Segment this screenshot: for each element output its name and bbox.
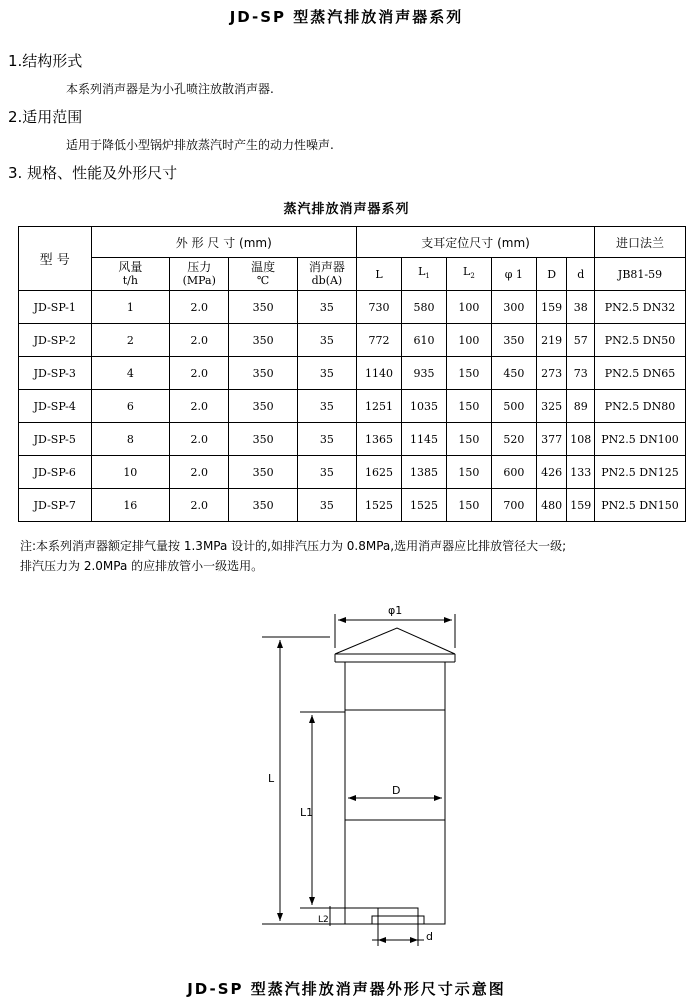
cell-flange: PN2.5 DN100	[595, 423, 686, 456]
cell-phi1: 700	[491, 489, 536, 522]
label-d: d	[426, 930, 433, 943]
cell-model: JD-SP-4	[19, 390, 92, 423]
cell-D: 480	[536, 489, 567, 522]
note-line-1: 注:本系列消声器额定排气量按 1.3MPa 设计的,如排汽压力为 0.8MPa,选用消声器应比排放管径大一级;	[20, 539, 567, 553]
header-pressure: 压力 (MPa)	[170, 258, 229, 291]
cell-L2: 100	[446, 324, 491, 357]
label-phi1: φ1	[388, 604, 403, 617]
section-2-heading: 2.适用范围	[8, 108, 83, 126]
cell-model: JD-SP-6	[19, 456, 92, 489]
cell-flow: 4	[91, 357, 170, 390]
cell-noise: 35	[297, 423, 356, 456]
header-standard: JB81-59	[595, 258, 686, 291]
silencer-outline-drawing	[0, 600, 693, 975]
note-line-2: 排汽压力为 2.0MPa 的应排放管小一级选用。	[20, 559, 264, 573]
header-flow: 风量 t/h	[91, 258, 170, 291]
cell-flange: PN2.5 DN65	[595, 357, 686, 390]
cell-noise: 35	[297, 489, 356, 522]
table-note	[20, 536, 690, 576]
cell-L2: 150	[446, 489, 491, 522]
cell-temp: 350	[229, 456, 297, 489]
cell-D: 159	[536, 291, 567, 324]
section-3-heading: 3. 规格、性能及外形尺寸	[8, 164, 178, 182]
inlet-flange-plate	[372, 916, 424, 924]
section-1-text: 本系列消声器是为小孔喷注放散消声器.	[66, 82, 274, 96]
header-model: 型 号	[19, 227, 92, 291]
cell-D: 219	[536, 324, 567, 357]
cell-L2: 100	[446, 291, 491, 324]
hood-cap	[335, 628, 455, 654]
cell-L2: 150	[446, 357, 491, 390]
header-L1: $L_1$	[401, 258, 446, 291]
cell-d: 57	[567, 324, 595, 357]
header-L: L	[357, 258, 402, 291]
cell-flow: 10	[91, 456, 170, 489]
cell-L: 1140	[357, 357, 402, 390]
cell-model: JD-SP-1	[19, 291, 92, 324]
document-title: JD-SP 型蒸汽排放消声器系列	[229, 8, 464, 26]
cell-d: 159	[567, 489, 595, 522]
cell-noise: 35	[297, 456, 356, 489]
arrowhead	[277, 640, 283, 648]
cell-L: 730	[357, 291, 402, 324]
label-L2: L2	[318, 915, 329, 925]
cell-model: JD-SP-7	[19, 489, 92, 522]
header-row-groups	[19, 227, 686, 258]
arrowhead	[378, 937, 386, 943]
label-L1: L1	[300, 806, 314, 819]
cell-pressure: 2.0	[170, 489, 229, 522]
arrowhead	[338, 617, 346, 623]
cell-phi1: 500	[491, 390, 536, 423]
cell-pressure: 2.0	[170, 423, 229, 456]
cell-phi1: 450	[491, 357, 536, 390]
cell-temp: 350	[229, 357, 297, 390]
cell-D: 426	[536, 456, 567, 489]
arrowhead	[309, 715, 315, 723]
cell-flange: PN2.5 DN80	[595, 390, 686, 423]
header-mount-dims: 支耳定位尺寸 (mm)	[357, 227, 595, 258]
arrowhead	[410, 937, 418, 943]
header-flange: 进口法兰	[595, 227, 686, 258]
cell-flange: PN2.5 DN125	[595, 456, 686, 489]
cell-L2: 150	[446, 456, 491, 489]
cell-model: JD-SP-3	[19, 357, 92, 390]
cell-L1: 1035	[401, 390, 446, 423]
cell-d: 108	[567, 423, 595, 456]
header-L2: $L_2$	[446, 258, 491, 291]
table-row	[19, 390, 686, 423]
cell-L1: 1145	[401, 423, 446, 456]
arrowhead	[277, 913, 283, 921]
cell-pressure: 2.0	[170, 390, 229, 423]
header-d: d	[567, 258, 595, 291]
cell-L2: 150	[446, 423, 491, 456]
cell-d: 133	[567, 456, 595, 489]
cell-pressure: 2.0	[170, 456, 229, 489]
cell-L: 1251	[357, 390, 402, 423]
table-row	[19, 489, 686, 522]
figure-caption: JD-SP 型蒸汽排放消声器外形尺寸示意图	[187, 980, 506, 998]
cell-L1: 1385	[401, 456, 446, 489]
table-row	[19, 456, 686, 489]
cell-pressure: 2.0	[170, 324, 229, 357]
cell-L: 1365	[357, 423, 402, 456]
cell-temp: 350	[229, 390, 297, 423]
table-row	[19, 291, 686, 324]
cell-L1: 1525	[401, 489, 446, 522]
cell-phi1: 520	[491, 423, 536, 456]
label-L: L	[268, 772, 275, 785]
cell-noise: 35	[297, 390, 356, 423]
cell-flow: 16	[91, 489, 170, 522]
cell-phi1: 600	[491, 456, 536, 489]
cell-flange: PN2.5 DN32	[595, 291, 686, 324]
cell-flange: PN2.5 DN50	[595, 324, 686, 357]
header-row-columns	[19, 258, 686, 291]
table-row	[19, 357, 686, 390]
cell-L: 1525	[357, 489, 402, 522]
cell-phi1: 350	[491, 324, 536, 357]
arrowhead	[348, 795, 356, 801]
cell-noise: 35	[297, 324, 356, 357]
cell-d: 38	[567, 291, 595, 324]
table-row	[19, 324, 686, 357]
table-caption: 蒸汽排放消声器系列	[283, 202, 410, 217]
cell-D: 377	[536, 423, 567, 456]
table-row	[19, 423, 686, 456]
cell-L1: 610	[401, 324, 446, 357]
cell-phi1: 300	[491, 291, 536, 324]
cell-temp: 350	[229, 423, 297, 456]
arrowhead	[434, 795, 442, 801]
label-D: D	[392, 784, 401, 797]
header-phi1: φ 1	[491, 258, 536, 291]
cell-pressure: 2.0	[170, 291, 229, 324]
cell-D: 273	[536, 357, 567, 390]
arrowhead	[309, 897, 315, 905]
cell-temp: 350	[229, 324, 297, 357]
cell-temp: 350	[229, 291, 297, 324]
cell-flow: 6	[91, 390, 170, 423]
cell-L1: 935	[401, 357, 446, 390]
cell-d: 89	[567, 390, 595, 423]
cell-D: 325	[536, 390, 567, 423]
cell-L1: 580	[401, 291, 446, 324]
cell-flow: 2	[91, 324, 170, 357]
header-outer-dims: 外 形 尺 寸 (mm)	[91, 227, 357, 258]
cell-flow: 1	[91, 291, 170, 324]
arrowhead	[444, 617, 452, 623]
cell-model: JD-SP-5	[19, 423, 92, 456]
cell-L: 1625	[357, 456, 402, 489]
cell-noise: 35	[297, 291, 356, 324]
cell-flange: PN2.5 DN150	[595, 489, 686, 522]
header-noise: 消声器 db(A)	[297, 258, 356, 291]
cell-L: 772	[357, 324, 402, 357]
spec-table	[18, 226, 686, 522]
cell-d: 73	[567, 357, 595, 390]
section-1-heading: 1.结构形式	[8, 52, 83, 70]
cell-model: JD-SP-2	[19, 324, 92, 357]
cell-temp: 350	[229, 489, 297, 522]
header-D: D	[536, 258, 567, 291]
cell-flow: 8	[91, 423, 170, 456]
header-temperature: 温度 ℃	[229, 258, 297, 291]
cell-pressure: 2.0	[170, 357, 229, 390]
cell-noise: 35	[297, 357, 356, 390]
cell-L2: 150	[446, 390, 491, 423]
section-2-text: 适用于降低小型锅炉排放蒸汽时产生的动力性噪声.	[66, 138, 334, 152]
